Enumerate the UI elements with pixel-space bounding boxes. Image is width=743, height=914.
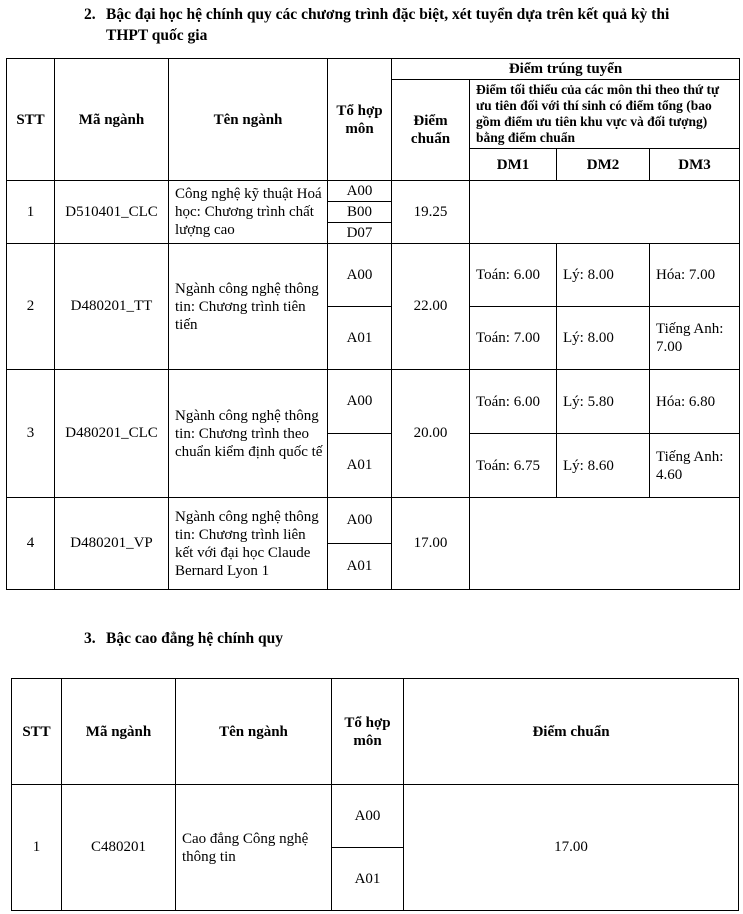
- t2-row1-stt: 1: [12, 785, 62, 911]
- header-dm3: DM3: [650, 149, 740, 181]
- row2-ma: D480201_TT: [55, 244, 169, 370]
- row4-ma: D480201_VP: [55, 498, 169, 590]
- t2-row1-ma: C480201: [62, 785, 176, 911]
- t2-row1-tohop-2: A01: [332, 848, 404, 911]
- t2-header-to-hop: Tổ hợp môn: [332, 679, 404, 785]
- section-3-number: 3.: [84, 630, 96, 647]
- row4-tohop-1: A00: [328, 498, 392, 544]
- row4-diem-chuan: 17.00: [392, 498, 470, 590]
- section-2-heading: [84, 4, 724, 46]
- row2-diem-chuan: 22.00: [392, 244, 470, 370]
- row2-tohop-1: A00: [328, 244, 392, 307]
- row2-dm1-b: Toán: 7.00: [470, 307, 557, 370]
- row1-dm-empty: [470, 181, 740, 244]
- t2-header-stt: STT: [12, 679, 62, 785]
- admission-table-special: [6, 58, 740, 590]
- row1-tohop-3: D07: [328, 223, 392, 244]
- t2-row1-diem-chuan: 17.00: [404, 785, 739, 911]
- t2-row1-tohop-1: A00: [332, 785, 404, 848]
- row3-dm3-b: Tiếng Anh: 4.60: [650, 434, 740, 498]
- header-to-hop: Tổ hợp môn: [328, 59, 392, 181]
- row3-diem-chuan: 20.00: [392, 370, 470, 498]
- row2-tohop-2: A01: [328, 307, 392, 370]
- row3-ma: D480201_CLC: [55, 370, 169, 498]
- row3-ten: Ngành công nghệ thông tin: Chương trình theo chuẩn kiểm định quốc tế: [169, 370, 328, 498]
- row4-tohop-2: A01: [328, 544, 392, 590]
- t2-header-ten-nganh: Tên ngành: [176, 679, 332, 785]
- row1-tohop-2: B00: [328, 202, 392, 223]
- row2-stt: 2: [7, 244, 55, 370]
- section-2-title-line1: Bậc đại học hệ chính quy các chương trình đặc biệt, xét tuyển dựa trên kết quả kỳ thi: [106, 6, 670, 23]
- header-dm1: DM1: [470, 149, 557, 181]
- row2-dm1-a: Toán: 6.00: [470, 244, 557, 307]
- row3-dm1-b: Toán: 6.75: [470, 434, 557, 498]
- section-3-heading: [84, 628, 484, 649]
- row1-diem-chuan: 19.25: [392, 181, 470, 244]
- row3-dm3-a: Hóa: 6.80: [650, 370, 740, 434]
- row2-dm3-b: Tiếng Anh: 7.00: [650, 307, 740, 370]
- row3-tohop-2: A01: [328, 434, 392, 498]
- row2-dm2-a: Lý: 8.00: [557, 244, 650, 307]
- header-ten-nganh: Tên ngành: [169, 59, 328, 181]
- row2-dm3-a: Hóa: 7.00: [650, 244, 740, 307]
- row1-tohop-1: A00: [328, 181, 392, 202]
- row3-tohop-1: A00: [328, 370, 392, 434]
- row1-stt: 1: [7, 181, 55, 244]
- row2-dm2-b: Lý: 8.00: [557, 307, 650, 370]
- header-ma-nganh: Mã ngành: [55, 59, 169, 181]
- t2-header-diem-chuan: Điểm chuẩn: [404, 679, 739, 785]
- row4-ten: Ngành công nghệ thông tin: Chương trình liên kết với đại học Claude Bernard Lyon 1: [169, 498, 328, 590]
- section-2-number: 2.: [84, 6, 96, 23]
- row3-dm1-a: Toán: 6.00: [470, 370, 557, 434]
- header-dm2: DM2: [557, 149, 650, 181]
- row3-dm2-b: Lý: 8.60: [557, 434, 650, 498]
- row1-ma: D510401_CLC: [55, 181, 169, 244]
- row3-stt: 3: [7, 370, 55, 498]
- row4-dm-empty: [470, 498, 740, 590]
- section-3-title: Bậc cao đẳng hệ chính quy: [106, 630, 284, 647]
- row2-ten: Ngành công nghệ thông tin: Chương trình tiên tiến: [169, 244, 328, 370]
- header-stt: STT: [7, 59, 55, 181]
- admission-table-college: [11, 678, 739, 911]
- section-2-title-line2: THPT quốc gia: [106, 27, 208, 44]
- row1-ten: Công nghệ kỹ thuật Hoá học: Chương trình chất lượng cao: [169, 181, 328, 244]
- header-diem-toi-thieu: Điểm tối thiểu của các môn thi theo thứ tự ưu tiên đối với thí sinh có điểm tổng (bao gồm điểm ưu tiên khu vực và đối tượng) bằng điểm chuẩn: [470, 80, 740, 149]
- row3-dm2-a: Lý: 5.80: [557, 370, 650, 434]
- t2-row1-ten: Cao đẳng Công nghệ thông tin: [176, 785, 332, 911]
- t2-header-ma-nganh: Mã ngành: [62, 679, 176, 785]
- header-diem-chuan: Điểm chuẩn: [392, 80, 470, 181]
- row4-stt: 4: [7, 498, 55, 590]
- header-diem-trung-tuyen: Điểm trúng tuyển: [392, 59, 740, 80]
